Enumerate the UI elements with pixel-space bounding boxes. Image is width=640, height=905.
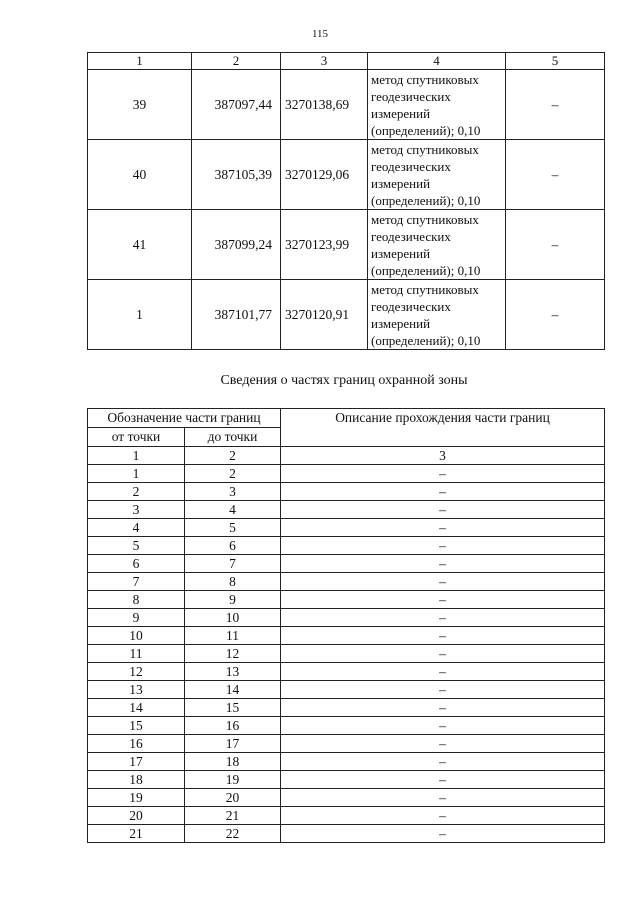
column-description-header: 5 [506,53,605,70]
from-point-cell: 14 [88,699,185,717]
boundary-part-row [88,681,605,699]
to-point-cell: 2 [185,465,281,483]
part-description-cell: – [281,555,605,573]
method-line: (определений); 0,10 [371,332,481,348]
boundary-part-row [88,483,605,501]
method-line: измерений [371,315,431,331]
from-point-cell: 3 [88,501,185,519]
to-point-cell: 18 [185,753,281,771]
numbering-cell: 3 [281,447,605,465]
to-point-cell: 22 [185,825,281,843]
coordinate-y-cell: 3270138,69 [281,70,368,140]
from-point-cell: 16 [88,735,185,753]
method-line: геодезических [371,228,451,244]
coordinate-row [88,140,605,210]
part-description-cell: – [281,663,605,681]
coordinate-y-cell: 3270129,06 [281,140,368,210]
boundary-part-row [88,717,605,735]
boundary-parts-table [87,408,605,843]
to-point-cell: 15 [185,699,281,717]
boundary-part-row [88,501,605,519]
method-cell [368,280,506,350]
method-line: метод спутниковых [371,71,479,87]
coordinate-x-cell: 387099,24 [192,210,281,280]
boundary-part-row [88,609,605,627]
method-line: измерений [371,245,431,261]
to-point-cell: 11 [185,627,281,645]
to-point-cell: 6 [185,537,281,555]
method-line: метод спутниковых [371,281,479,297]
point-number-cell: 39 [88,70,192,140]
method-line: измерений [371,175,431,191]
boundary-part-row [88,645,605,663]
from-point-cell: 20 [88,807,185,825]
part-description-cell: – [281,483,605,501]
column-y-header: 3 [281,53,368,70]
method-cell [368,140,506,210]
boundary-part-row [88,465,605,483]
method-line: (определений); 0,10 [371,262,481,278]
method-line: геодезических [371,298,451,314]
from-point-cell: 9 [88,609,185,627]
coordinates-table [87,52,605,350]
boundary-part-row [88,555,605,573]
numbering-cell: 2 [185,447,281,465]
boundary-part-row [88,537,605,555]
method-line: измерений [371,105,431,121]
to-point-cell: 3 [185,483,281,501]
coordinate-y-cell: 3270123,99 [281,210,368,280]
from-point-cell: 10 [88,627,185,645]
boundary-part-row [88,699,605,717]
method-line: геодезических [371,158,451,174]
boundary-part-row [88,663,605,681]
to-point-cell: 4 [185,501,281,519]
from-point-cell: 21 [88,825,185,843]
part-description-cell: – [281,537,605,555]
method-cell [368,210,506,280]
to-point-cell: 16 [185,717,281,735]
from-point-cell: 7 [88,573,185,591]
part-description-cell: – [281,645,605,663]
coordinates-header-row [88,53,605,70]
to-point-cell: 13 [185,663,281,681]
part-description-cell: – [281,465,605,483]
from-point-cell: 8 [88,591,185,609]
section-title: Сведения о частях границ охранной зоны [220,373,468,388]
boundary-part-row [88,789,605,807]
method-line: метод спутниковых [371,211,479,227]
method-line: (определений); 0,10 [371,122,481,138]
method-line: геодезических [371,88,451,104]
boundary-part-row [88,573,605,591]
to-point-cell: 8 [185,573,281,591]
boundary-part-row [88,771,605,789]
point-number-cell: 41 [88,210,192,280]
column-method-header: 4 [368,53,506,70]
part-designation-header: Обозначение части границ [88,409,281,428]
from-point-cell: 4 [88,519,185,537]
description-cell: – [506,70,605,140]
boundary-part-row [88,825,605,843]
to-point-cell: 10 [185,609,281,627]
part-description-cell: – [281,753,605,771]
part-description-cell: – [281,627,605,645]
part-description-cell: – [281,771,605,789]
parts-numbering-row [88,447,605,465]
description-cell: – [506,210,605,280]
to-point-cell: 21 [185,807,281,825]
coordinate-row [88,210,605,280]
part-description-header: Описание прохождения части границ [281,409,605,447]
method-line: (определений); 0,10 [371,192,481,208]
to-point-cell: 17 [185,735,281,753]
description-cell: – [506,140,605,210]
description-cell: – [506,280,605,350]
from-point-cell: 15 [88,717,185,735]
method-line: метод спутниковых [371,141,479,157]
part-description-cell: – [281,825,605,843]
part-description-cell: – [281,735,605,753]
from-point-cell: 19 [88,789,185,807]
part-description-cell: – [281,699,605,717]
coordinate-x-cell: 387105,39 [192,140,281,210]
column-x-header: 2 [192,53,281,70]
page-number: 115 [311,28,329,40]
to-point-cell: 14 [185,681,281,699]
point-number-cell: 40 [88,140,192,210]
method-cell [368,70,506,140]
part-description-cell: – [281,519,605,537]
part-description-cell: – [281,807,605,825]
part-description-cell: – [281,609,605,627]
numbering-cell: 1 [88,447,185,465]
point-number-cell: 1 [88,280,192,350]
from-point-cell: 17 [88,753,185,771]
part-description-cell: – [281,681,605,699]
from-point-cell: 2 [88,483,185,501]
part-description-cell: – [281,501,605,519]
from-point-cell: 5 [88,537,185,555]
part-description-cell: – [281,573,605,591]
from-point-cell: 6 [88,555,185,573]
to-point-header: до точки [185,428,281,447]
to-point-cell: 19 [185,771,281,789]
coordinate-y-cell: 3270120,91 [281,280,368,350]
parts-header-row [88,409,605,428]
from-point-cell: 18 [88,771,185,789]
boundary-part-row [88,753,605,771]
from-point-cell: 11 [88,645,185,663]
part-description-cell: – [281,789,605,807]
from-point-cell: 13 [88,681,185,699]
part-description-cell: – [281,717,605,735]
coordinate-row [88,70,605,140]
from-point-header: от точки [88,428,185,447]
coordinate-row [88,280,605,350]
column-number-header: 1 [88,53,192,70]
boundary-part-row [88,591,605,609]
boundary-part-row [88,519,605,537]
to-point-cell: 5 [185,519,281,537]
from-point-cell: 1 [88,465,185,483]
to-point-cell: 7 [185,555,281,573]
boundary-part-row [88,807,605,825]
boundary-part-row [88,627,605,645]
to-point-cell: 12 [185,645,281,663]
to-point-cell: 20 [185,789,281,807]
coordinate-x-cell: 387097,44 [192,70,281,140]
coordinate-x-cell: 387101,77 [192,280,281,350]
to-point-cell: 9 [185,591,281,609]
part-description-cell: – [281,591,605,609]
boundary-part-row [88,735,605,753]
from-point-cell: 12 [88,663,185,681]
